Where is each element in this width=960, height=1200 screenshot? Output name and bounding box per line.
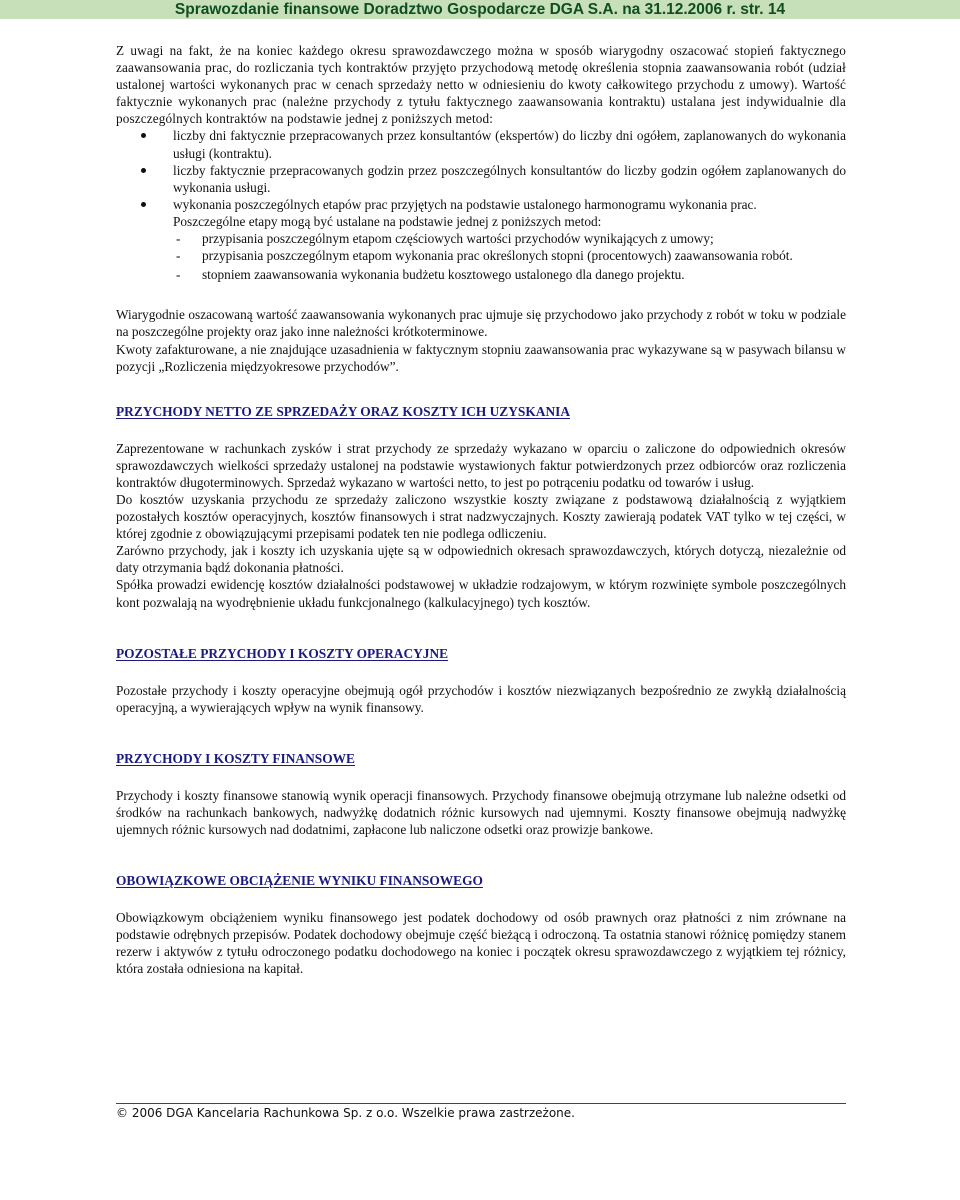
dash-icon: -: [176, 248, 181, 264]
bullet-text: liczby faktycznie przepracowanych godzin przez poszczególnych konsultantów do liczby godzin ogółem zaplanowanych do wykonania usługi.: [173, 162, 846, 195]
section-heading-revenue: PRZYCHODY NETTO ZE SPRZEDAŻY ORAZ KOSZTY ICH UZYSKANIA: [116, 403, 570, 419]
list-item: [116, 196, 846, 213]
section-paragraph: Obowiązkowym obciążeniem wyniku finansowego jest podatek dochodowy od osób prawnych oraz płatności z nim zrównane na podstawie odrębnych przepisów. Podatek dochodowy obejmuje część bieżącą i odroczoną. Ta ostatnia stanowi różnicę pomiędzy stanem rezerw i aktywów z tytułu odroczonego podatku dochodowego na koniec i początek okresu sprawozdawczego z wyjątkiem tej różnicy, która została odniesiona na kapitał.: [116, 910, 846, 977]
closing-paragraph: Wiarygodnie oszacowaną wartość zaawansowania wykonanych prac ujmuje się przychodowo jako przychody z robót w toku w podziale na poszczególne projekty oraz jako inne należności krótkoterminowe.: [116, 307, 846, 340]
closing-paragraph: Kwoty zafakturowane, a nie znajdujące uzasadnienia w faktycznym stopniu zaawansowania prac wykazywane są w pasywach bilansu w pozycji „Rozliczenia międzyokresowe przychodów”.: [116, 341, 846, 374]
footer-divider: [116, 1103, 846, 1104]
method-bullet-list: [116, 127, 846, 212]
dash-text: stopniem zaawansowania wykonania budżetu kosztowego ustalonego dla danego projektu.: [202, 267, 685, 283]
dash-icon: -: [176, 267, 181, 283]
bullet-text: wykonania poszczególnych etapów prac przyjętych na podstawie ustalonego harmonogramu wykonania prac.: [173, 196, 757, 212]
section-paragraph: Przychody i koszty finansowe stanowią wynik operacji finansowych. Przychody finansowe obejmują otrzymane lub należne odsetki od środków na rachunkach bankowych, nadwyżkę dodatnich różnic kursowych nad ujemnymi. Koszty finansowe obejmują nadwyżkę ujemnych różnic kursowych nad dodatnimi, zapłacone lub naliczone odsetki oraz prowizje bankowe.: [116, 787, 846, 837]
section-heading-financial: PRZYCHODY I KOSZTY FINANSOWE: [116, 750, 355, 766]
list-item: [116, 230, 846, 247]
bullet-icon: [141, 202, 146, 207]
list-item: [116, 247, 846, 264]
stage-dash-list: [116, 230, 846, 283]
section-paragraph: Zaprezentowane w rachunkach zysków i strat przychody ze sprzedaży wykazano w oparciu o zaliczone do odpowiednich okresów sprawozdawczych wielkości sprzedaży ustalonej na podstawie wystawionych faktur potwierdzonych przez odbiorców oraz rozliczenia kontraktów długoterminowych. Sprzedaż wykazano w wartości netto, to jest po potrąceniu podatku od towarów i usług.: [116, 440, 846, 490]
section-paragraph: Do kosztów uzyskania przychodu ze sprzedaży zaliczono wszystkie koszty związane z podstawową działalnością z wyjątkiem pozostałych kosztów operacyjnych, kosztów finansowych i strat nadzwyczajnych. Koszty zawierają podatek VAT tylko w tej części, w której zgodnie z obowiązującymi przepisami podatek ten nie podlega odliczeniu.: [116, 491, 846, 542]
bullet-icon: [141, 133, 146, 138]
document-body: [116, 42, 846, 977]
section-paragraph: Spółka prowadzi ewidencję kosztów działalności podstawowej w układzie rodzajowym, w którym rozwinięte symbole poszczególnych kont pozwalają na wyodrębnienie układu funkcjonalnego (kalkulacyjnego) tych kosztów.: [116, 577, 846, 610]
intro-paragraph: Z uwagi na fakt, że na koniec każdego okresu sprawozdawczego można w sposób wiarygodny oszacować stopień faktycznego zaawansowania prac, do rozliczania tych kontraktów przyjęto przychodową metodę określenia stopnia zaawansowania robót (udział ustalonej wartości wykonanych prac w cenach sprzedaży netto w odniesieniu do kwoty całkowitego przychodu z umowy). Wartość faktycznie wykonanych prac (należne przychody z tytułu faktycznego zaawansowania kontraktu) ustalana jest indywidualnie dla poszczególnych kontraktów na podstawie jednej z poniższych metod:: [116, 43, 846, 127]
list-item: [116, 127, 846, 161]
list-item: [116, 162, 846, 196]
list-item: [116, 266, 846, 283]
section-heading-other-operating: POZOSTAŁE PRZYCHODY I KOSZTY OPERACYJNE: [116, 645, 449, 661]
bullet-note: Poszczególne etapy mogą być ustalane na podstawie jednej z poniższych metod:: [173, 213, 602, 229]
page-header: Sprawozdanie finansowe Doradztwo Gospodarcze DGA S.A. na 31.12.2006 r. str. 14: [0, 0, 960, 19]
bullet-text: liczby dni faktycznie przepracowanych przez konsultantów (ekspertów) do liczby dni ogółem, zaplanowanych do wykonania usługi (kontraktu).: [173, 128, 846, 161]
footer-copyright: © 2006 DGA Kancelaria Rachunkowa Sp. z o.o. Wszelkie prawa zastrzeżone.: [116, 1106, 575, 1120]
section-heading-tax: OBOWIĄZKOWE OBCIĄŻENIE WYNIKU FINANSOWEGO: [116, 873, 483, 889]
bullet-icon: [141, 168, 146, 173]
dash-text: przypisania poszczególnym etapom częściowych wartości przychodów wynikających z umowy;: [202, 231, 714, 247]
section-paragraph: Zarówno przychody, jak i koszty ich uzyskania ujęte są w odpowiednich okresach sprawozdawczych, których dotyczą, niezależnie od daty otrzymania bądź dokonania płatności.: [116, 543, 846, 576]
dash-text: przypisania poszczególnym etapom wykonania prac określonych stopni (procentowych) zaawansowania robót.: [202, 248, 793, 264]
dash-icon: -: [176, 231, 181, 247]
section-paragraph: Pozostałe przychody i koszty operacyjne obejmują ogół przychodów i kosztów niezwiązanych bezpośrednio ze zwykłą działalnością operacyjną, a wywierających wpływ na wynik finansowy.: [116, 682, 846, 715]
